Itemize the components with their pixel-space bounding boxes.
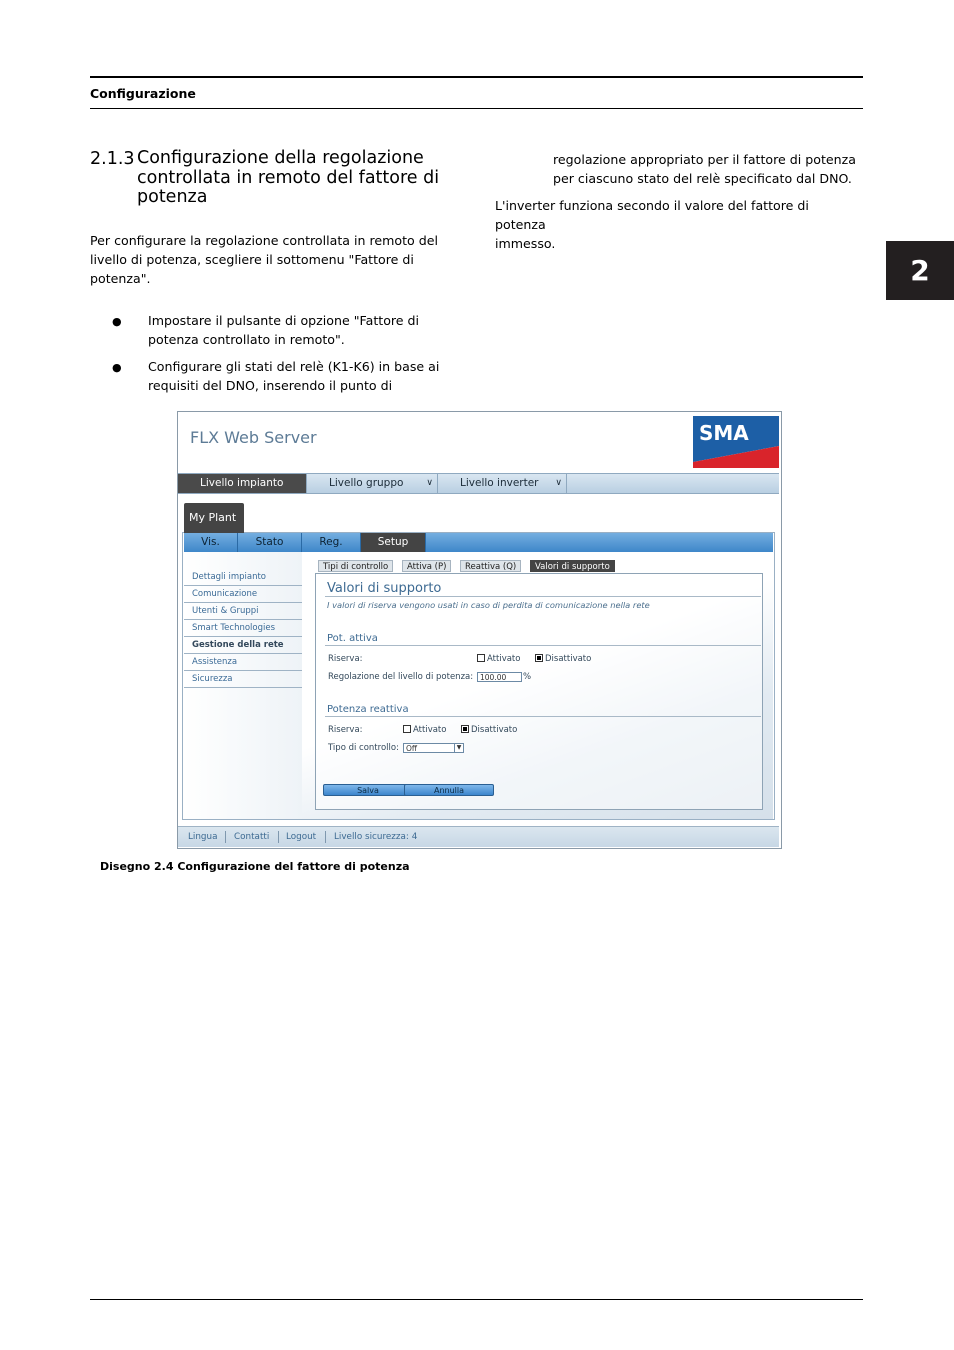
dropdown-arrow-icon: ▼ <box>454 743 463 753</box>
bullet-icon: ● <box>112 315 122 328</box>
sidebar-item-smart-technologies[interactable]: Smart Technologies <box>184 620 302 637</box>
option-label: Attivato <box>487 654 521 664</box>
text-line: Impostare il pulsante di opzione "Fattore di <box>148 313 420 328</box>
bullet-item-1 <box>148 311 448 349</box>
separator <box>225 831 226 843</box>
chevron-down-icon: ∨ <box>555 478 562 488</box>
text-line: L'inverter funziona secondo il valore del fattore di potenza <box>495 198 809 232</box>
reactive-disabled-option[interactable] <box>461 725 517 735</box>
section-number: 2.1.3 <box>90 149 135 169</box>
option-label: Disattivato <box>545 654 592 664</box>
divider <box>325 716 761 717</box>
separator <box>325 831 326 843</box>
bullet-continuation <box>553 150 863 188</box>
control-type-label: Tipo di controllo: <box>328 743 399 753</box>
option-label: Attivato <box>413 725 447 735</box>
security-level: Livello sicurezza: 4 <box>334 832 418 842</box>
chapter-tab: 2 <box>886 241 954 300</box>
sidebar-item-dettagli-impianto[interactable]: Dettagli impianto <box>184 569 302 586</box>
reactive-enabled-option[interactable] <box>403 725 446 735</box>
text-line: potenza". <box>90 271 151 286</box>
nav-label: Livello inverter <box>460 477 539 489</box>
tab-valori-di-supporto[interactable]: Valori di supporto <box>530 560 615 572</box>
active-enabled-option[interactable] <box>477 654 520 664</box>
footer-link-contatti[interactable]: Contatti <box>234 832 270 842</box>
content-tabs <box>318 560 768 572</box>
intro-paragraph <box>90 231 440 288</box>
cancel-button[interactable]: Annulla <box>404 784 494 796</box>
checkbox-disabled[interactable] <box>461 725 469 733</box>
header-rule-top <box>90 76 863 78</box>
sidebar-item-assistenza[interactable]: Assistenza <box>184 654 302 671</box>
footer-rule <box>90 1299 863 1300</box>
result-paragraph <box>495 196 863 253</box>
text-line: potenza controllato in remoto". <box>148 332 345 347</box>
percent-unit: % <box>523 672 532 682</box>
checkbox-enabled[interactable] <box>477 654 485 662</box>
tab-my-plant[interactable]: My Plant <box>184 503 244 533</box>
tab-reg[interactable]: Reg. <box>302 533 361 552</box>
control-type-select[interactable] <box>403 743 464 753</box>
power-level-label: Regolazione del livello di potenza: <box>328 672 474 682</box>
sub-navigation <box>184 533 773 552</box>
section-title <box>137 149 457 208</box>
footer-link-lingua[interactable]: Lingua <box>188 832 218 842</box>
power-level-input[interactable]: 100.00 <box>477 672 522 682</box>
section-title-line: potenza <box>137 187 208 207</box>
text-line: Per configurare la regolazione controllata in remoto del <box>90 233 438 248</box>
running-header: Configurazione <box>90 86 196 101</box>
chevron-down-icon: ∨ <box>426 478 433 488</box>
footer-bar <box>178 826 779 847</box>
bullet-icon: ● <box>112 361 122 374</box>
panel-subtitle: I valori di riserva vengono usati in caso di perdita di comunicazione nella rete <box>327 600 650 610</box>
sidebar-item-utenti-gruppi[interactable]: Utenti & Gruppi <box>184 603 302 620</box>
sidebar-item-sicurezza[interactable]: Sicurezza <box>184 671 302 688</box>
reactive-reserve-label: Riserva: <box>328 725 363 735</box>
text-line: Configurare gli stati del relè (K1-K6) in base ai <box>148 359 440 374</box>
section-title-line: controllata in remoto del fattore di <box>137 167 440 188</box>
panel-title: Valori di supporto <box>327 581 442 596</box>
bullet-item-2 <box>148 357 448 395</box>
text-line: requisiti del DNO, inserendo il punto di <box>148 378 393 393</box>
divider <box>325 596 761 597</box>
active-disabled-option[interactable] <box>535 654 591 664</box>
save-button[interactable]: Salva <box>323 784 413 796</box>
text-line: regolazione appropriato per il fattore di potenza <box>553 152 856 167</box>
svg-text:SMA: SMA <box>699 421 749 445</box>
app-title: FLX Web Server <box>190 428 317 447</box>
nav-label: Livello gruppo <box>329 477 404 489</box>
text-line: livello di potenza, scegliere il sottomenu "Fattore di <box>90 252 414 267</box>
active-reserve-label: Riserva: <box>328 654 363 664</box>
web-server-screenshot <box>177 411 782 849</box>
sidebar-item-gestione-rete[interactable]: Gestione della rete <box>184 637 302 654</box>
header-rule-bottom <box>90 108 863 109</box>
footer-link-logout[interactable]: Logout <box>286 832 317 842</box>
option-label: Disattivato <box>471 725 518 735</box>
checkbox-enabled[interactable] <box>403 725 411 733</box>
tab-attiva[interactable]: Attiva (P) <box>402 560 451 572</box>
divider <box>325 645 761 646</box>
nav-label: Livello impianto <box>200 477 284 489</box>
nav-livello-gruppo[interactable] <box>307 474 438 493</box>
tab-stato[interactable]: Stato <box>238 533 302 552</box>
reactive-power-heading: Potenza reattiva <box>327 704 409 715</box>
nav-livello-impianto[interactable] <box>178 474 307 493</box>
nav-livello-inverter[interactable] <box>438 474 567 493</box>
separator <box>278 831 279 843</box>
tab-setup[interactable]: Setup <box>361 533 426 552</box>
select-value: Off <box>406 744 418 753</box>
active-power-heading: Pot. attiva <box>327 633 378 644</box>
text-line: per ciascuno stato del relè specificato dal DNO. <box>553 171 852 186</box>
tab-tipi-di-controllo[interactable]: Tipi di controllo <box>318 560 393 572</box>
figure-caption: Disegno 2.4 Configurazione del fattore di potenza <box>100 860 410 873</box>
sidebar-item-comunicazione[interactable]: Comunicazione <box>184 586 302 603</box>
section-title-line: Configurazione della regolazione <box>137 148 424 168</box>
top-navigation <box>178 473 779 494</box>
tab-vis[interactable]: Vis. <box>184 533 238 552</box>
text-line: immesso. <box>495 236 556 251</box>
tab-reattiva[interactable]: Reattiva (Q) <box>460 560 521 572</box>
sma-logo-icon <box>693 416 779 468</box>
checkbox-disabled[interactable] <box>535 654 543 662</box>
sidebar <box>184 552 302 819</box>
